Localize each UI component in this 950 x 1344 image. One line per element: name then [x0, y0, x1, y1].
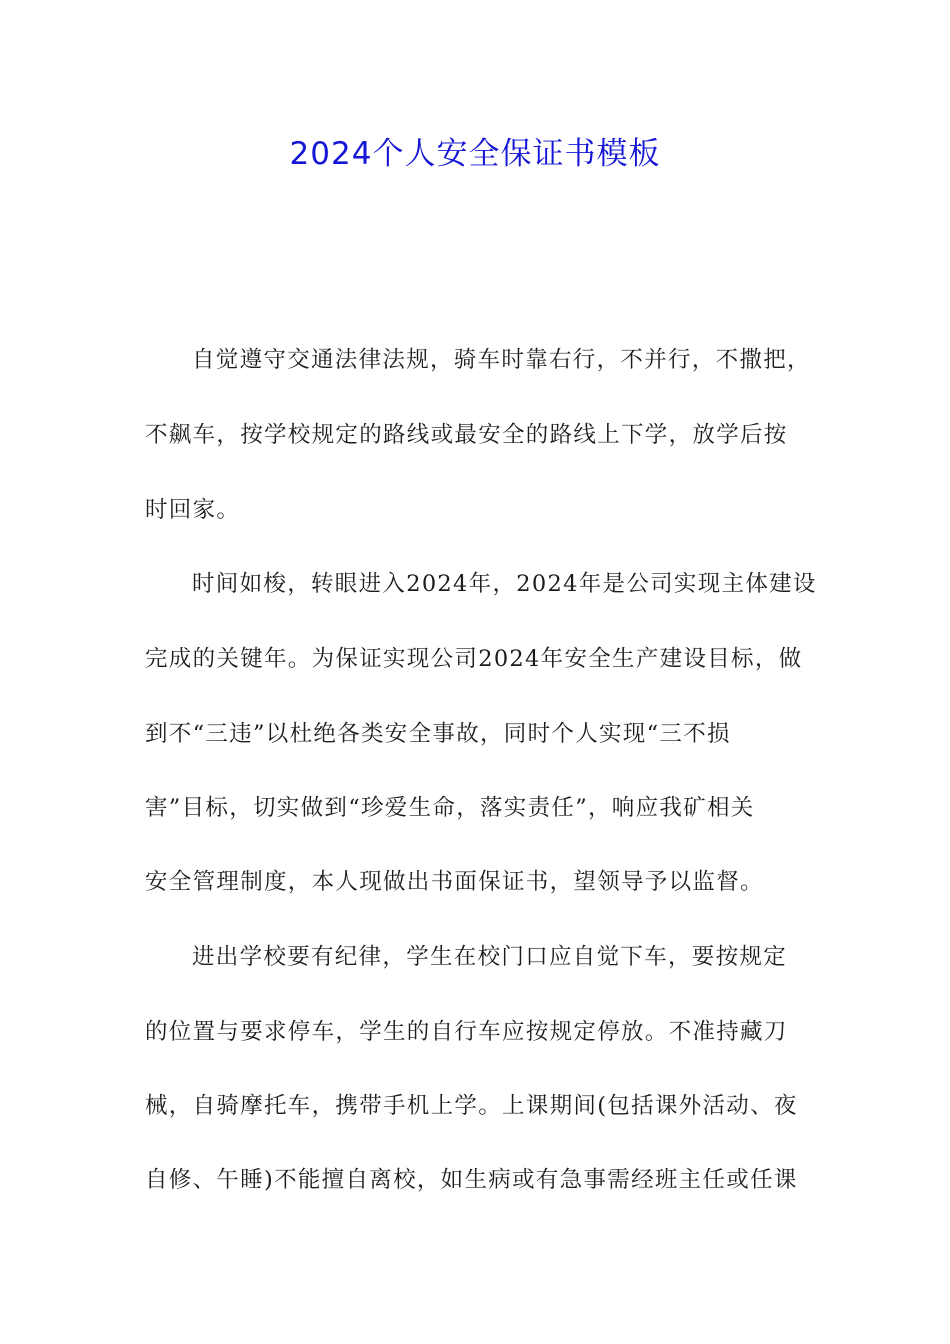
paragraph-3-line-2: 的位置与要求停车，学生的自行车应按规定停放。不准持藏刀 — [145, 1019, 788, 1045]
paragraph-2-line-2: 完成的关键年。为保证实现公司2024年安全生产建设目标，做 — [145, 646, 803, 672]
paragraph-2-line-5: 安全管理制度，本人现做出书面保证书，望领导予以监督。 — [145, 869, 764, 895]
paragraph-3-line-4: 自修、午睡)不能擅自离校，如生病或有急事需经班主任或任课 — [145, 1167, 798, 1193]
paragraph-2-line-4: 害”目标，切实做到“珍爱生命，落实责任”，响应我矿相关 — [145, 795, 755, 821]
paragraph-3-line-3: 械，自骑摩托车，携带手机上学。上课期间(包括课外活动、夜 — [145, 1093, 798, 1119]
paragraph-3-line-1: 进出学校要有纪律，学生在校门口应自觉下车，要按规定 — [192, 944, 788, 970]
paragraph-2-line-1: 时间如梭，转眼进入2024年，2024年是公司实现主体建设 — [192, 571, 817, 597]
paragraph-2-line-3: 到不“三违”以杜绝各类安全事故，同时个人实现“三不损 — [145, 721, 731, 747]
paragraph-1-line-2: 不飙车，按学校规定的路线或最安全的路线上下学，放学后按 — [145, 422, 788, 448]
document-title: 2024个人安全保证书模板 — [289, 136, 661, 172]
paragraph-1-line-1: 自觉遵守交通法律法规，骑车时靠右行，不并行，不撒把， — [192, 347, 811, 373]
paragraph-1-line-3: 时回家。 — [145, 497, 241, 523]
